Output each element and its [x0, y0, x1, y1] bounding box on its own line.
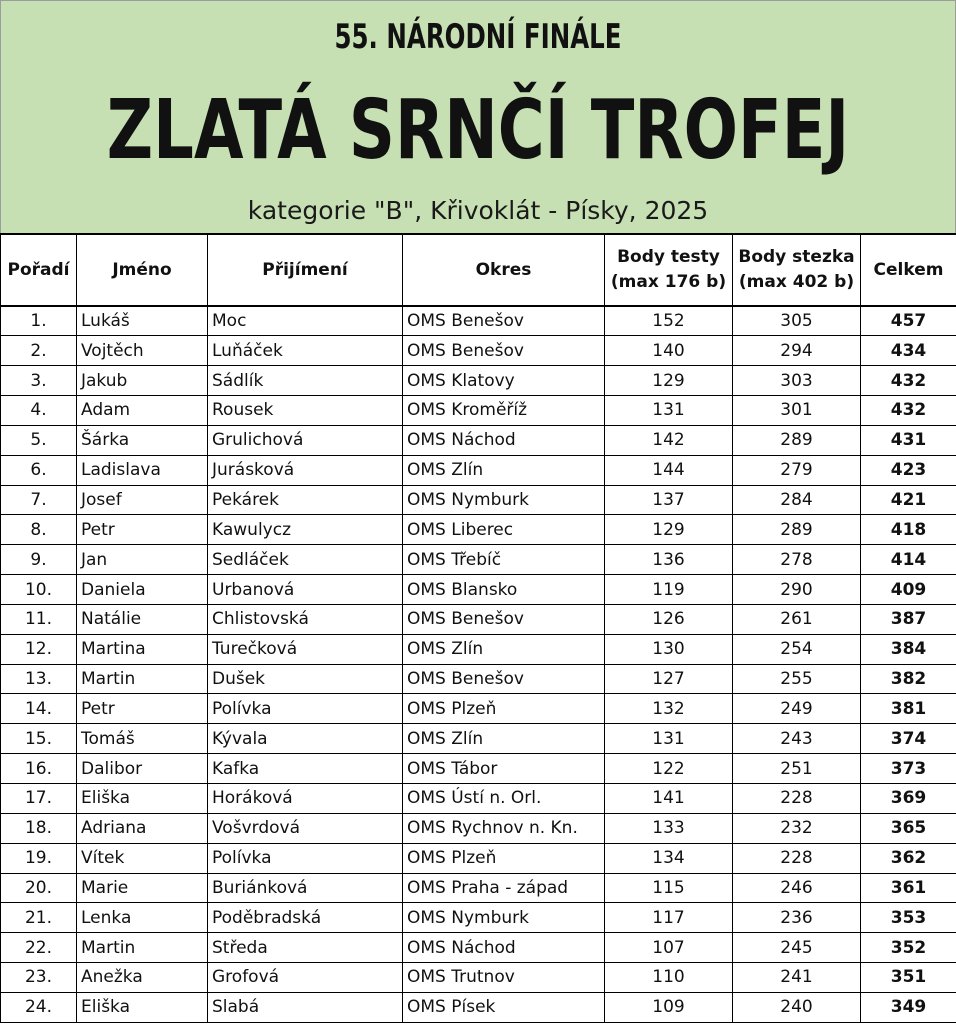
- total-cell: 432: [861, 396, 956, 426]
- last-name-cell: Sádlík: [208, 366, 403, 396]
- rank-cell: 6.: [1, 455, 77, 485]
- test-points-cell: 152: [605, 306, 733, 336]
- total-cell: 352: [861, 933, 956, 963]
- rank-cell: 5.: [1, 425, 77, 455]
- total-cell: 432: [861, 366, 956, 396]
- test-points-cell: 109: [605, 992, 733, 1022]
- results-table: [0, 233, 956, 1023]
- last-name-cell: Sedláček: [208, 545, 403, 575]
- trail-points-cell: 254: [733, 634, 861, 664]
- trail-points-cell: 243: [733, 724, 861, 754]
- last-name-cell: Rousek: [208, 396, 403, 426]
- table-row: [1, 992, 956, 1022]
- rank-cell: 13.: [1, 664, 77, 694]
- total-cell: 365: [861, 813, 956, 843]
- first-name-cell: Lenka: [77, 903, 208, 933]
- trail-points-cell: 301: [733, 396, 861, 426]
- trail-points-cell: 289: [733, 515, 861, 545]
- trail-points-cell: 255: [733, 664, 861, 694]
- table-row: [1, 664, 956, 694]
- col-total-header: [861, 234, 956, 306]
- total-cell: 369: [861, 784, 956, 814]
- first-name-cell: Josef: [77, 485, 208, 515]
- test-points-cell: 141: [605, 784, 733, 814]
- district-cell: OMS Rychnov n. Kn.: [403, 813, 605, 843]
- test-points-cell: 127: [605, 664, 733, 694]
- trail-points-cell: 228: [733, 843, 861, 873]
- rank-cell: 3.: [1, 366, 77, 396]
- rank-cell: 18.: [1, 813, 77, 843]
- results-table-header: [1, 234, 956, 306]
- first-name-cell: Tomáš: [77, 724, 208, 754]
- rank-cell: 16.: [1, 754, 77, 784]
- test-points-cell: 129: [605, 515, 733, 545]
- trail-points-cell: 284: [733, 485, 861, 515]
- district-cell: OMS Tábor: [403, 754, 605, 784]
- header-label: Body testy: [617, 247, 720, 267]
- rank-cell: 23.: [1, 963, 77, 993]
- header-label: Jméno: [112, 259, 172, 280]
- total-cell: 361: [861, 873, 956, 903]
- district-cell: OMS Praha - západ: [403, 873, 605, 903]
- test-points-cell: 115: [605, 873, 733, 903]
- event-subtitle: 55. NÁRODNÍ FINÁLE: [334, 17, 622, 57]
- last-name-cell: Polívka: [208, 843, 403, 873]
- table-row: [1, 366, 956, 396]
- test-points-cell: 131: [605, 724, 733, 754]
- total-cell: 418: [861, 515, 956, 545]
- district-cell: OMS Benešov: [403, 336, 605, 366]
- table-row: [1, 724, 956, 754]
- last-name-cell: Chlistovská: [208, 604, 403, 634]
- first-name-cell: Vítek: [77, 843, 208, 873]
- trail-points-cell: 245: [733, 933, 861, 963]
- total-cell: 387: [861, 604, 956, 634]
- test-points-cell: 132: [605, 694, 733, 724]
- test-points-cell: 142: [605, 425, 733, 455]
- test-points-cell: 133: [605, 813, 733, 843]
- test-points-cell: 110: [605, 963, 733, 993]
- last-name-cell: Vošvrdová: [208, 813, 403, 843]
- trail-points-cell: 241: [733, 963, 861, 993]
- last-name-cell: Grofová: [208, 963, 403, 993]
- table-row: [1, 634, 956, 664]
- test-points-cell: 117: [605, 903, 733, 933]
- rank-cell: 10.: [1, 575, 77, 605]
- rank-cell: 15.: [1, 724, 77, 754]
- last-name-cell: Středa: [208, 933, 403, 963]
- table-row: [1, 963, 956, 993]
- table-row: [1, 396, 956, 426]
- rank-cell: 7.: [1, 485, 77, 515]
- rank-cell: 11.: [1, 604, 77, 634]
- first-name-cell: Marie: [77, 873, 208, 903]
- total-cell: 434: [861, 336, 956, 366]
- rank-cell: 1.: [1, 306, 77, 336]
- table-row: [1, 455, 956, 485]
- test-points-cell: 136: [605, 545, 733, 575]
- first-name-cell: Vojtěch: [77, 336, 208, 366]
- test-points-cell: 144: [605, 455, 733, 485]
- last-name-cell: Kafka: [208, 754, 403, 784]
- col-trail-points-header: [733, 234, 861, 306]
- last-name-cell: Kawulycz: [208, 515, 403, 545]
- trail-points-cell: 246: [733, 873, 861, 903]
- last-name-cell: Pekárek: [208, 485, 403, 515]
- table-row: [1, 694, 956, 724]
- rank-cell: 22.: [1, 933, 77, 963]
- first-name-cell: Lukáš: [77, 306, 208, 336]
- district-cell: OMS Liberec: [403, 515, 605, 545]
- rank-cell: 8.: [1, 515, 77, 545]
- first-name-cell: Anežka: [77, 963, 208, 993]
- last-name-cell: Dušek: [208, 664, 403, 694]
- table-row: [1, 425, 956, 455]
- total-cell: 423: [861, 455, 956, 485]
- test-points-cell: 107: [605, 933, 733, 963]
- last-name-cell: Urbanová: [208, 575, 403, 605]
- last-name-cell: Slabá: [208, 992, 403, 1022]
- trail-points-cell: 236: [733, 903, 861, 933]
- trail-points-cell: 290: [733, 575, 861, 605]
- trail-points-cell: 303: [733, 366, 861, 396]
- rank-cell: 21.: [1, 903, 77, 933]
- table-row: [1, 545, 956, 575]
- category-line: kategorie "B", Křivoklát - Písky, 2025: [247, 196, 709, 225]
- last-name-cell: Turečková: [208, 634, 403, 664]
- header-label-range: (max 402 b): [738, 272, 855, 292]
- total-cell: 421: [861, 485, 956, 515]
- trail-points-cell: 278: [733, 545, 861, 575]
- first-name-cell: Petr: [77, 515, 208, 545]
- col-test-points-header: [605, 234, 733, 306]
- header-label: Pořadí: [7, 259, 70, 280]
- last-name-cell: Poděbradská: [208, 903, 403, 933]
- total-cell: 382: [861, 664, 956, 694]
- header-label: Okres: [475, 259, 532, 280]
- first-name-cell: Martin: [77, 664, 208, 694]
- table-row: [1, 515, 956, 545]
- total-cell: 362: [861, 843, 956, 873]
- table-row: [1, 604, 956, 634]
- trail-points-cell: 289: [733, 425, 861, 455]
- first-name-cell: Martin: [77, 933, 208, 963]
- district-cell: OMS Trutnov: [403, 963, 605, 993]
- total-cell: 373: [861, 754, 956, 784]
- event-title: ZLATÁ SRNČÍ TROFEJ: [106, 83, 850, 178]
- district-cell: OMS Benešov: [403, 664, 605, 694]
- table-row: [1, 813, 956, 843]
- trail-points-cell: 240: [733, 992, 861, 1022]
- header-row: [1, 234, 956, 306]
- district-cell: OMS Třebíč: [403, 545, 605, 575]
- last-name-cell: Luňáček: [208, 336, 403, 366]
- table-row: [1, 903, 956, 933]
- test-points-cell: 137: [605, 485, 733, 515]
- results-table-body: [1, 306, 956, 1022]
- first-name-cell: Dalibor: [77, 754, 208, 784]
- district-cell: OMS Plzeň: [403, 843, 605, 873]
- test-points-cell: 130: [605, 634, 733, 664]
- first-name-cell: Daniela: [77, 575, 208, 605]
- table-row: [1, 485, 956, 515]
- first-name-cell: Jan: [77, 545, 208, 575]
- table-row: [1, 933, 956, 963]
- total-cell: 353: [861, 903, 956, 933]
- table-row: [1, 306, 956, 336]
- table-row: [1, 575, 956, 605]
- table-row: [1, 784, 956, 814]
- district-cell: OMS Nymburk: [403, 903, 605, 933]
- first-name-cell: Eliška: [77, 784, 208, 814]
- last-name-cell: Buriánková: [208, 873, 403, 903]
- rank-cell: 4.: [1, 396, 77, 426]
- last-name-cell: Polívka: [208, 694, 403, 724]
- test-points-cell: 134: [605, 843, 733, 873]
- district-cell: OMS Klatovy: [403, 366, 605, 396]
- total-cell: 349: [861, 992, 956, 1022]
- district-cell: OMS Blansko: [403, 575, 605, 605]
- last-name-cell: Jurásková: [208, 455, 403, 485]
- first-name-cell: Adriana: [77, 813, 208, 843]
- total-cell: 414: [861, 545, 956, 575]
- total-cell: 457: [861, 306, 956, 336]
- rank-cell: 14.: [1, 694, 77, 724]
- total-cell: 431: [861, 425, 956, 455]
- last-name-cell: Grulichová: [208, 425, 403, 455]
- trail-points-cell: 261: [733, 604, 861, 634]
- rank-cell: 20.: [1, 873, 77, 903]
- district-cell: OMS Náchod: [403, 425, 605, 455]
- trail-points-cell: 305: [733, 306, 861, 336]
- trail-points-cell: 294: [733, 336, 861, 366]
- district-cell: OMS Zlín: [403, 455, 605, 485]
- header-label: Celkem: [873, 259, 944, 280]
- table-row: [1, 873, 956, 903]
- district-cell: OMS Kroměříž: [403, 396, 605, 426]
- district-cell: OMS Nymburk: [403, 485, 605, 515]
- first-name-cell: Šárka: [77, 425, 208, 455]
- total-cell: 381: [861, 694, 956, 724]
- rank-cell: 24.: [1, 992, 77, 1022]
- first-name-cell: Adam: [77, 396, 208, 426]
- trail-points-cell: 279: [733, 455, 861, 485]
- col-rank-header: [1, 234, 77, 306]
- last-name-cell: Horáková: [208, 784, 403, 814]
- rank-cell: 9.: [1, 545, 77, 575]
- test-points-cell: 126: [605, 604, 733, 634]
- table-row: [1, 754, 956, 784]
- test-points-cell: 122: [605, 754, 733, 784]
- first-name-cell: Petr: [77, 694, 208, 724]
- test-points-cell: 131: [605, 396, 733, 426]
- district-cell: OMS Ústí n. Orl.: [403, 784, 605, 814]
- trail-points-cell: 228: [733, 784, 861, 814]
- district-cell: OMS Zlín: [403, 724, 605, 754]
- district-cell: OMS Zlín: [403, 634, 605, 664]
- col-district-header: [403, 234, 605, 306]
- first-name-cell: Martina: [77, 634, 208, 664]
- district-cell: OMS Náchod: [403, 933, 605, 963]
- title-banner: [0, 0, 956, 233]
- rank-cell: 12.: [1, 634, 77, 664]
- col-first-name-header: [77, 234, 208, 306]
- total-cell: 384: [861, 634, 956, 664]
- rank-cell: 17.: [1, 784, 77, 814]
- total-cell: 351: [861, 963, 956, 993]
- trail-points-cell: 232: [733, 813, 861, 843]
- test-points-cell: 129: [605, 366, 733, 396]
- total-cell: 374: [861, 724, 956, 754]
- table-row: [1, 336, 956, 366]
- first-name-cell: Eliška: [77, 992, 208, 1022]
- district-cell: OMS Benešov: [403, 604, 605, 634]
- col-last-name-header: [208, 234, 403, 306]
- total-cell: 409: [861, 575, 956, 605]
- test-points-cell: 119: [605, 575, 733, 605]
- district-cell: OMS Benešov: [403, 306, 605, 336]
- district-cell: OMS Písek: [403, 992, 605, 1022]
- last-name-cell: Moc: [208, 306, 403, 336]
- table-row: [1, 843, 956, 873]
- test-points-cell: 140: [605, 336, 733, 366]
- last-name-cell: Kývala: [208, 724, 403, 754]
- rank-cell: 19.: [1, 843, 77, 873]
- district-cell: OMS Plzeň: [403, 694, 605, 724]
- header-label-range: (max 176 b): [610, 272, 727, 292]
- header-label: Přijímení: [262, 259, 348, 280]
- first-name-cell: Jakub: [77, 366, 208, 396]
- header-label: Body stezka: [738, 247, 855, 267]
- first-name-cell: Ladislava: [77, 455, 208, 485]
- first-name-cell: Natálie: [77, 604, 208, 634]
- trail-points-cell: 249: [733, 694, 861, 724]
- trail-points-cell: 251: [733, 754, 861, 784]
- rank-cell: 2.: [1, 336, 77, 366]
